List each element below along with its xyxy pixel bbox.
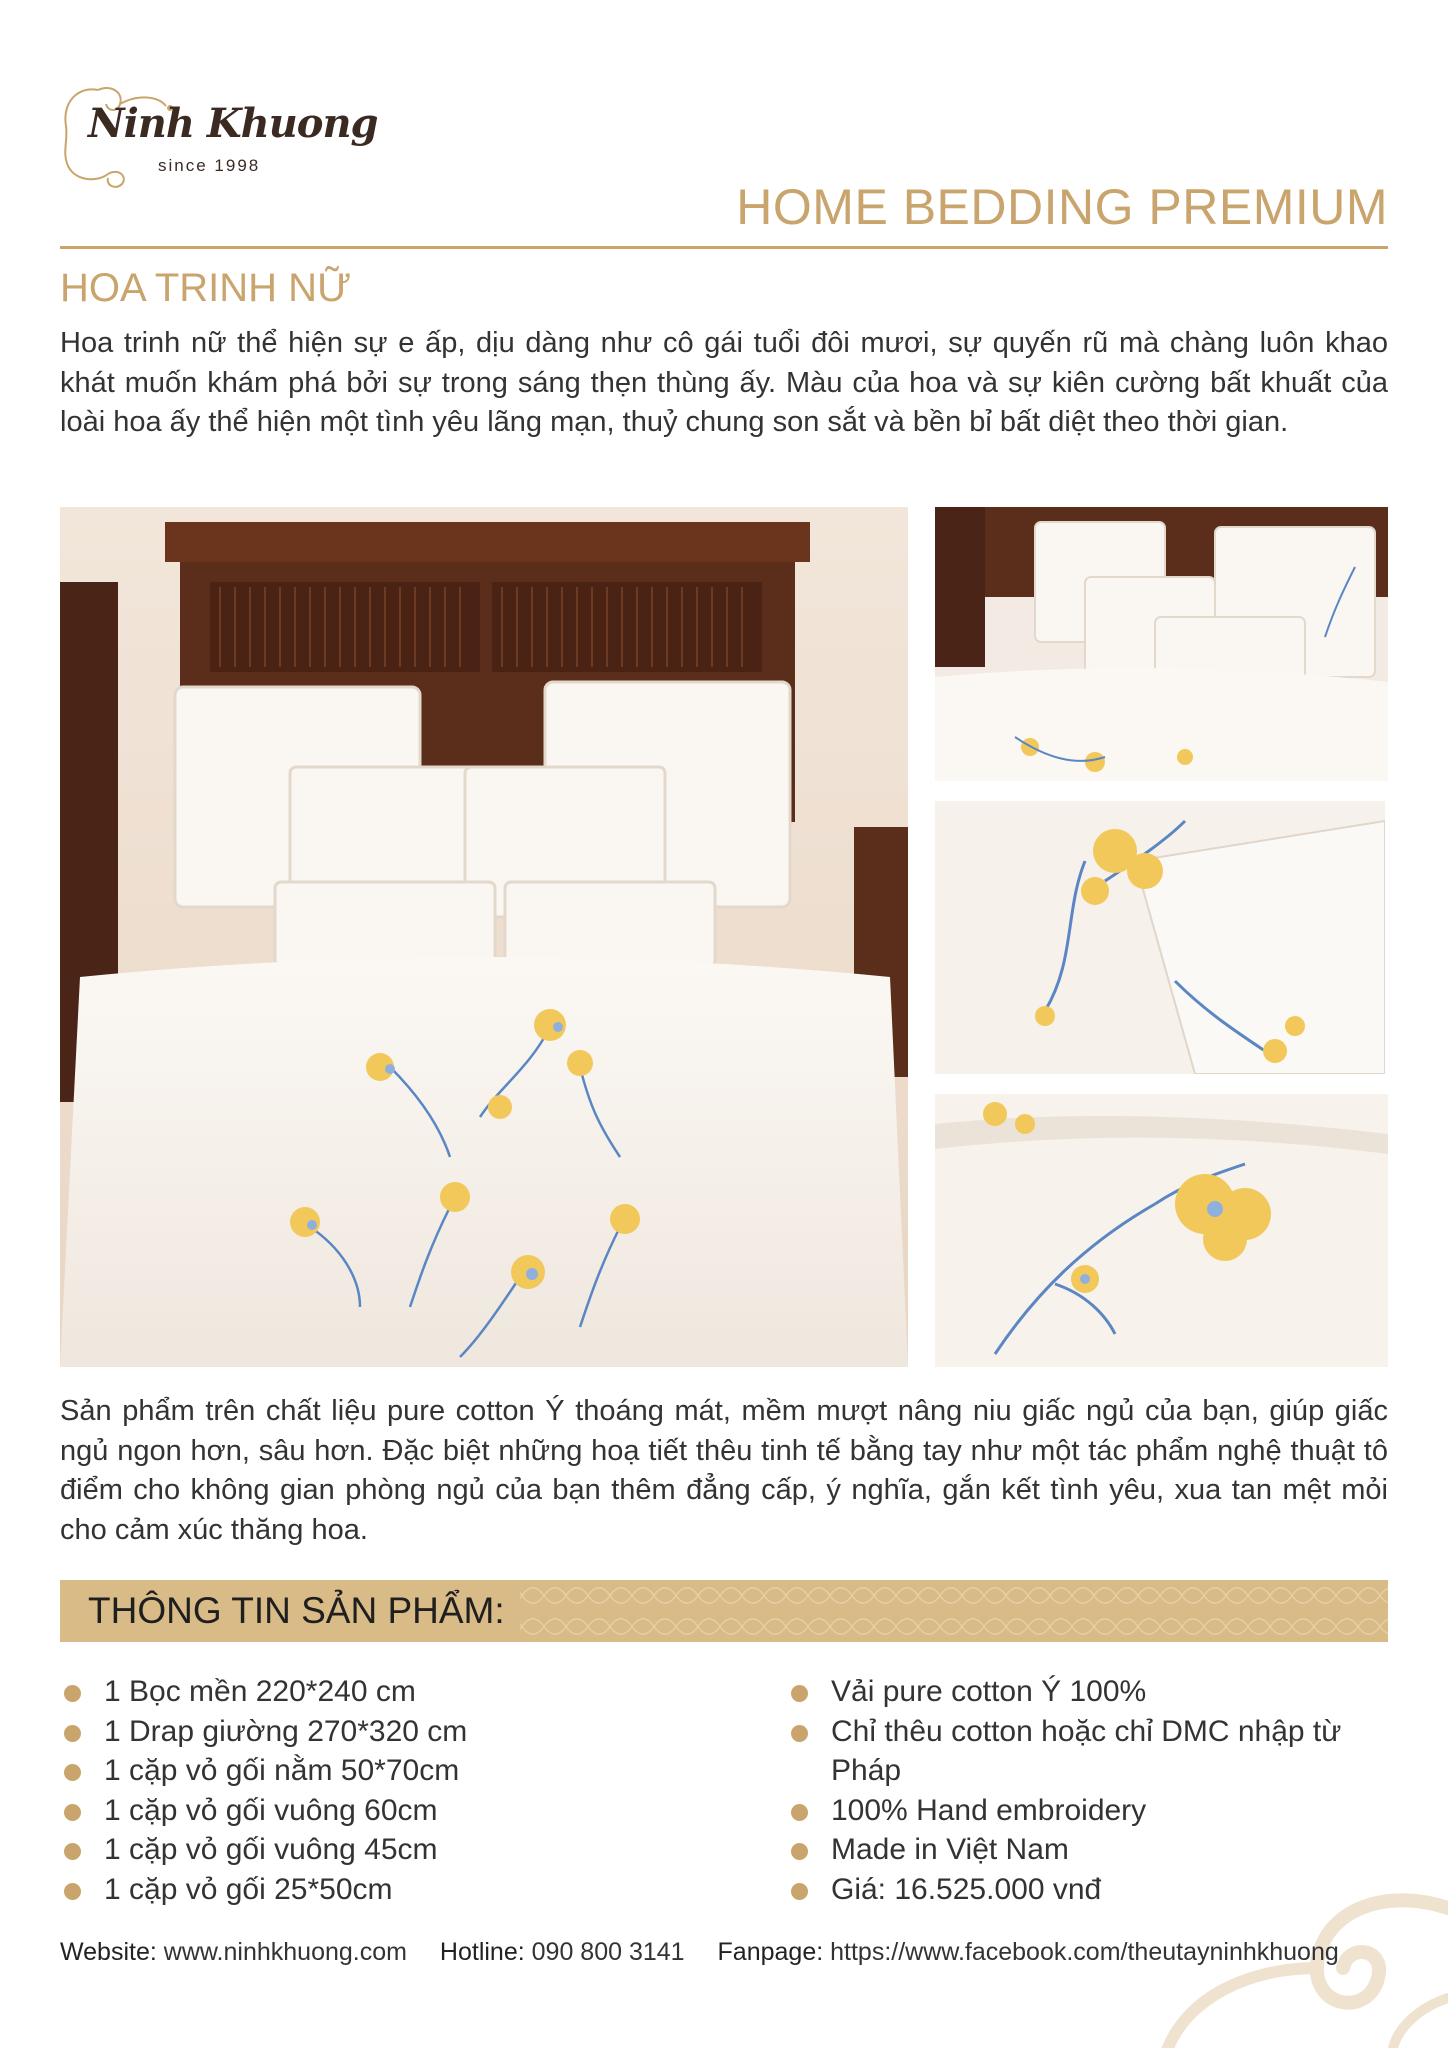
header-title: HOME BEDDING PREMIUM bbox=[736, 179, 1388, 235]
contact-footer bbox=[60, 1938, 1339, 1967]
website-link[interactable]: www.ninhkhuong.com bbox=[163, 1938, 407, 1966]
list-item: Made in Việt Nam bbox=[787, 1830, 1397, 1870]
brand-since: since 1998 bbox=[158, 156, 261, 175]
hotline-contact bbox=[440, 1938, 692, 1966]
product-intro: Hoa trinh nữ thể hiện sự e ấp, dịu dàng như cô gái tuổi đôi mươi, sự quyến rũ mà chàng luôn khao khát muốn khám phá bởi sự trong sáng thẹn thùng ấy. Màu của hoa và sự kiên cường bất khuất của loài hoa ấy thể hiện một tình yêu lãng mạn, thuỷ chung son sắt và bền bỉ bất diệt theo thời gian. bbox=[60, 327, 1388, 438]
fanpage-label: Fanpage: bbox=[717, 1938, 824, 1966]
list-item: 100% Hand embroidery bbox=[787, 1791, 1397, 1831]
website-label: Website: bbox=[60, 1938, 157, 1966]
list-item: Chỉ thêu cotton hoặc chỉ DMC nhập từ Pháp bbox=[787, 1712, 1397, 1791]
list-item: Vải pure cotton Ý 100% bbox=[787, 1672, 1397, 1712]
list-item: 1 cặp vỏ gối 25*50cm bbox=[60, 1870, 680, 1910]
list-item: 1 cặp vỏ gối vuông 45cm bbox=[60, 1830, 680, 1870]
list-item: 1 Drap giường 270*320 cm bbox=[60, 1712, 680, 1752]
brand-name: Ninh Khuong bbox=[88, 100, 378, 147]
website-contact bbox=[60, 1938, 414, 1966]
list-item: 1 cặp vỏ gối nằm 50*70cm bbox=[60, 1751, 680, 1791]
list-item: 1 cặp vỏ gối vuông 60cm bbox=[60, 1791, 680, 1831]
price-item: Giá: 16.525.000 vnđ bbox=[787, 1870, 1397, 1910]
product-name: HOA TRINH NỮ bbox=[60, 266, 352, 310]
duvet-detail-photo bbox=[935, 1094, 1388, 1367]
main-bed-photo bbox=[60, 507, 908, 1367]
product-info-bar bbox=[60, 1580, 1388, 1642]
header-divider bbox=[60, 246, 1388, 249]
hotline-label: Hotline: bbox=[439, 1938, 525, 1966]
package-contents-list bbox=[60, 1672, 680, 1909]
list-item: 1 Bọc mền 220*240 cm bbox=[60, 1672, 680, 1712]
hotline-number: 090 800 3141 bbox=[531, 1938, 685, 1966]
embroidery-closeup-photo bbox=[935, 801, 1385, 1074]
fanpage-contact bbox=[718, 1938, 1339, 1966]
brand-logo bbox=[58, 82, 378, 192]
product-description: Sản phẩm trên chất liệu pure cotton Ý thoáng mát, mềm mượt nâng niu giấc ngủ của bạn, giúp giấc ngủ ngon hơn, sâu hơn. Đặc biệt những hoạ tiết thêu tinh tế bằng tay như một tác phẩm nghệ thuật tô điểm cho không gian phòng ngủ của bạn thêm đẳng cấp, ý nghĩa, gắn kết tình yêu, xua tan mệt mỏi cho cảm xúc thăng hoa. bbox=[60, 1395, 1388, 1546]
pillows-photo bbox=[935, 507, 1388, 781]
fanpage-link[interactable]: https://www.facebook.com/theutayninhkhuong bbox=[830, 1938, 1339, 1966]
product-info-title: THÔNG TIN SẢN PHẨM: bbox=[88, 1590, 505, 1631]
